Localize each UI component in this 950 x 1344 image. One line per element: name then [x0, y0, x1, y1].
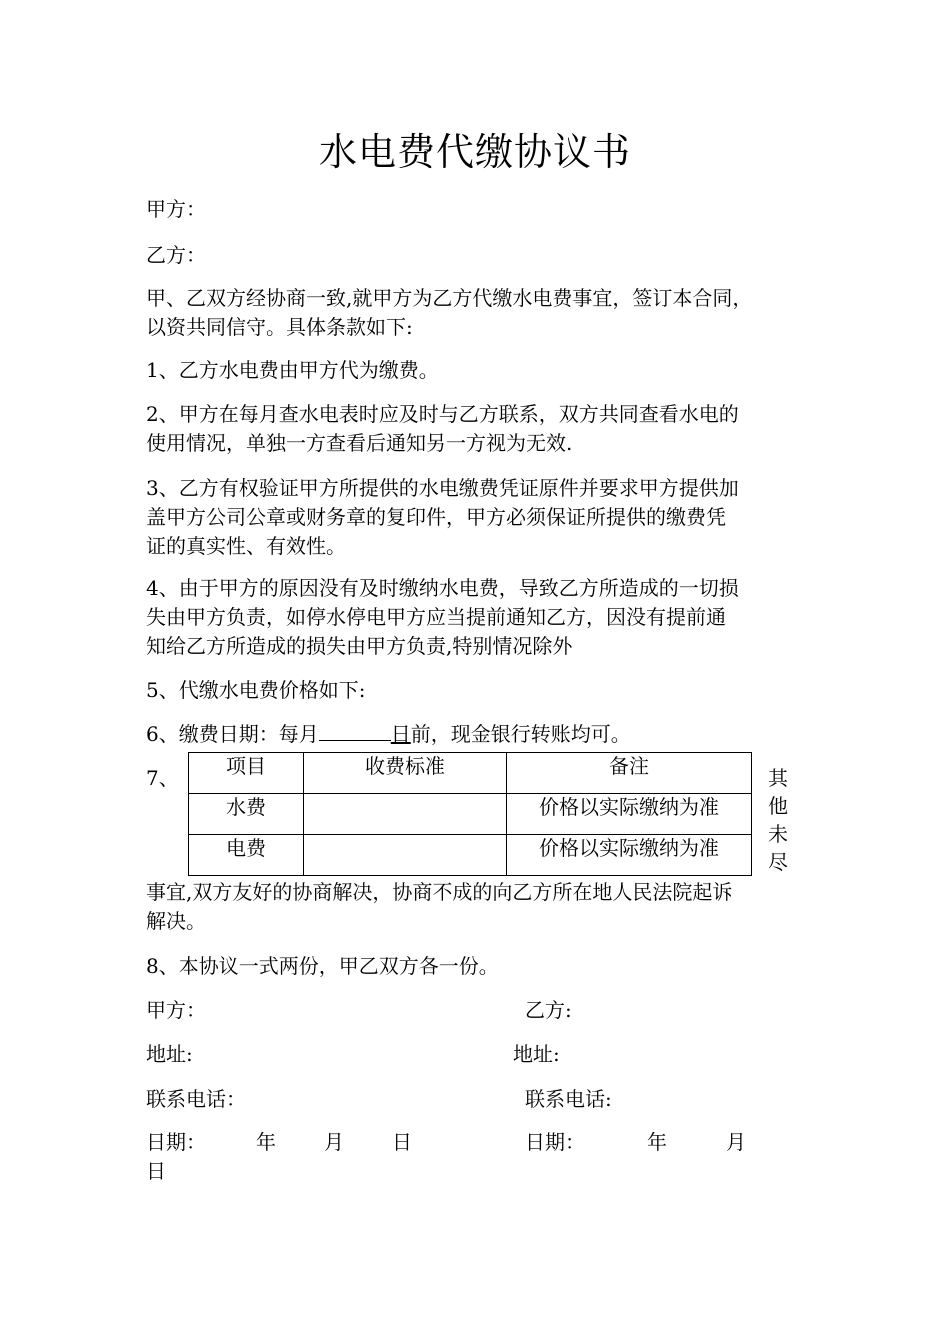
clause-7-prefix: 7、: [146, 766, 179, 790]
clause-6-day: 日: [390, 722, 411, 746]
clause-6: [146, 720, 810, 749]
sign-day-b: 日: [146, 1159, 166, 1183]
clause-7-vertical-text: [766, 764, 790, 876]
header-item: 项目: [189, 753, 304, 794]
sign-party-b: 乙方:: [525, 998, 572, 1022]
sign-address-b: 地址:: [513, 1042, 560, 1066]
clause-4-line-2: 失由甲方负责，如停水停电甲方应当提前通知乙方，因没有提前通: [146, 605, 726, 629]
header-remark: 备注: [507, 753, 752, 794]
clause-4-line-3: 知给乙方所造成的损失由甲方负责,特别情况除外: [146, 634, 573, 658]
sign-year-a: 年: [256, 1130, 276, 1154]
intro-line-2: 以资共同信守。具体条款如下:: [146, 315, 413, 339]
clause-8: 8、本协议一式两份，甲乙双方各一份。: [146, 954, 499, 978]
row-item-electric: 电费: [189, 835, 304, 876]
vertical-char: 尽: [768, 850, 788, 874]
row-item-water: 水费: [189, 794, 304, 835]
clause-3-line-1: 3、乙方有权验证甲方所提供的水电缴费凭证原件并要求甲方提供加: [146, 476, 739, 500]
clause-6-suffix: 前，现金银行转账均可。: [410, 722, 631, 746]
table-row: [189, 794, 752, 835]
clause-7-continuation-2: 解决。: [146, 909, 206, 933]
row-remark-electric: 价格以实际缴纳为准: [507, 835, 752, 876]
sign-phone-b: 联系电话:: [525, 1087, 612, 1111]
intro-line-1: 甲、乙双方经协商一致,就甲方为乙方代缴水电费事宜，签订本合同，: [146, 286, 753, 310]
sign-phone-a: 联系电话：: [146, 1087, 246, 1111]
row-standard-electric: [304, 835, 507, 876]
vertical-char: 他: [768, 794, 788, 818]
sign-month-b: 月: [726, 1130, 746, 1154]
row-standard-water: [304, 794, 507, 835]
sign-month-a: 月: [324, 1130, 344, 1154]
table-header-row: [189, 753, 752, 794]
clause-1: 1、乙方水电费由甲方代为缴费。: [146, 358, 439, 382]
payment-day-blank[interactable]: [319, 739, 391, 741]
clause-6-prefix: 6、缴费日期：每月: [146, 722, 319, 746]
sign-date-label-a: 日期：: [146, 1130, 206, 1154]
sign-address-a: 地址:: [146, 1042, 193, 1066]
sign-party-a: 甲方：: [146, 998, 206, 1022]
party-a-line: 甲方：: [146, 197, 206, 221]
vertical-char: 其: [768, 766, 788, 790]
clause-5: 5、代缴水电费价格如下:: [146, 678, 366, 702]
clause-2-line-1: 2、甲方在每月查水电表时应及时与乙方联系，双方共同查看水电的: [146, 402, 739, 426]
clause-2-line-2: 使用情况，单独一方查看后通知另一方视为无效.: [146, 431, 573, 455]
sign-day-a: 日: [392, 1130, 412, 1154]
sign-date-label-b: 日期：: [525, 1130, 585, 1154]
sign-year-b: 年: [647, 1130, 667, 1154]
row-remark-water: 价格以实际缴纳为准: [507, 794, 752, 835]
document-title: 水电费代缴协议书: [318, 130, 631, 174]
clause-4-line-1: 4、由于甲方的原因没有及时缴纳水电费，导致乙方所造成的一切损: [146, 576, 739, 600]
party-b-line: 乙方：: [146, 243, 206, 267]
vertical-char: 未: [768, 822, 788, 846]
header-standard: 收费标准: [304, 753, 507, 794]
clause-3-line-2: 盖甲方公司公章或财务章的复印件，甲方必须保证所提供的缴费凭: [146, 505, 726, 529]
fee-table: [188, 752, 752, 876]
clause-3-line-3: 证的真实性、有效性。: [146, 534, 346, 558]
clause-7-continuation-1: 事宜,双方友好的协商解决，协商不成的向乙方所在地人民法院起诉: [146, 880, 733, 904]
table-row: [189, 835, 752, 876]
